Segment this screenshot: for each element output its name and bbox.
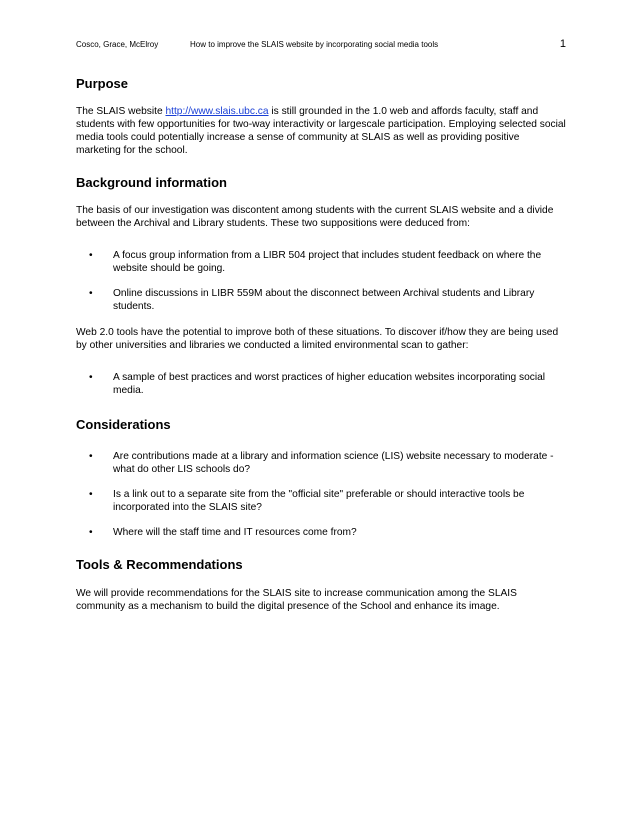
background-heading: Background information (76, 175, 227, 190)
list-item: • A focus group information from a LIBR 504 project that includes student feedback on where the website should be going. (89, 250, 542, 274)
bullet-icon: • (89, 451, 93, 462)
tools-heading: Tools & Recommendations (76, 557, 243, 572)
document-body (76, 76, 566, 626)
purpose-heading: Purpose (76, 76, 129, 91)
list-item: • Online discussions in LIBR 559M about the disconnect between Archival students and Library students. (89, 288, 535, 312)
background-middle: Web 2.0 tools have the potential to improve both of these situations. To discover if/how they are being used by other universities and libraries we conducted a limited environmental scan to gather: (76, 327, 559, 351)
purpose-text-end: is still grounded in the 1.0 web and affords faculty, staff and students with few opportunities for two-way interactivity or largescale participation. Employing selected social media tools could potentially increase a sense of community at SLAIS as well as providing positive marketing for the school. (76, 106, 566, 156)
header-title: How to improve the SLAIS website by incorporating social media tools (190, 40, 439, 49)
background-list-2 (76, 371, 566, 397)
list-item: • Are contributions made at a library and information science (LIS) website necessary to moderate - what do other LIS schools do? (89, 451, 554, 475)
bullet-icon: • (89, 372, 93, 383)
list-item: • Is a link out to a separate site from the "official site" preferable or should interactive tools be incorporated into the SLAIS site? (89, 489, 525, 513)
bullet-icon: • (89, 288, 93, 299)
background-list-1 (76, 249, 566, 313)
purpose-paragraph (76, 105, 566, 157)
bullet-icon: • (89, 250, 93, 261)
page-number: 1 (559, 38, 566, 50)
purpose-text-start: The SLAIS website (76, 106, 166, 117)
bullet-icon: • (89, 489, 93, 500)
bullet-icon: • (89, 527, 93, 538)
slais-website-link[interactable]: http://www.slais.ubc.ca (165, 106, 269, 117)
background-intro: The basis of our investigation was discontent among students with the current SLAIS website and a divide between the Archival and Library students. These two suppositions were deduced from: (76, 205, 554, 229)
list-item: • A sample of best practices and worst practices of higher education websites incorporating social media. (89, 372, 546, 396)
header-authors: Cosco, Grace, McElroy (76, 40, 159, 49)
considerations-heading: Considerations (76, 417, 171, 432)
tools-paragraph: We will provide recommendations for the SLAIS site to increase communication among the SLAIS community as a mechanism to build the digital presence of the School and enhance its image. (76, 588, 517, 612)
list-item: • Where will the staff time and IT resources come from? (89, 527, 357, 538)
considerations-list (76, 450, 566, 539)
